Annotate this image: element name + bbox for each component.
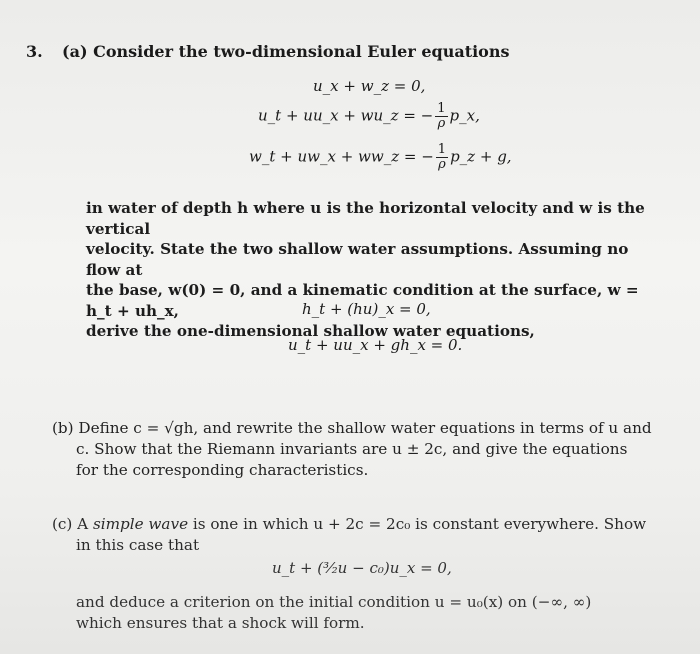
fraction-one-over-rho-2: [436, 143, 448, 172]
para-line-1: in water of depth h where u is the horizontal velocity and w is the vertical: [86, 199, 645, 238]
part-b-line-3: for the corresponding characteristics.: [76, 461, 369, 479]
fraction-numerator-2: 1: [437, 142, 447, 157]
part-b-line-2: c. Show that the Riemann invariants are u ± 2c, and give the equations: [76, 440, 628, 458]
euler-equation-2-lhs: u_t + uu_x + wu_z = −: [258, 106, 434, 125]
part-c-line-1-post: is one in which u + 2c = 2c₀ is constant everywhere. Show: [188, 515, 647, 533]
para-line-2: velocity. State the two shallow water assumptions. Assuming no flow at: [86, 240, 629, 279]
part-c-line-4: which ensures that a shock will form.: [76, 614, 365, 632]
euler-equation-2-rhs: p_x,: [449, 106, 480, 125]
part-c-line-1-pre: (c) A: [52, 515, 93, 533]
part-b-line-1: (b) Define c = √gh, and rewrite the shallow water equations in terms of u and: [52, 419, 652, 437]
para-line-4-bold: one-dimensional: [176, 322, 319, 340]
part-c: [52, 514, 652, 556]
question-number: 3.: [26, 42, 43, 61]
part-c-line-2: in this case that: [76, 536, 200, 554]
simple-wave-equation: u_t + (³⁄₂u − c₀)u_x = 0,: [272, 559, 452, 577]
euler-equation-2: [258, 102, 480, 131]
part-a-title: (a) Consider the two-dimensional Euler equations: [62, 42, 510, 61]
fraction-denominator-2: ρ: [438, 157, 446, 172]
para-line-4-pre: derive the: [86, 322, 177, 340]
shallow-water-equation-2: u_t + uu_x + gh_x = 0.: [288, 336, 463, 354]
fraction-denominator: ρ: [437, 116, 446, 131]
euler-equation-3: [249, 143, 512, 172]
euler-equation-3-rhs: p_z + g,: [450, 147, 512, 166]
part-c-conclusion: [76, 592, 666, 634]
shallow-water-equation-1: h_t + (hu)_x = 0,: [302, 300, 431, 318]
fraction-one-over-rho: [435, 102, 447, 131]
euler-equation-1: u_x + w_z = 0,: [313, 77, 426, 95]
para-line-3: the base, w(0) = 0, and a kinematic condition at the surface, w = h_t + uh_x,: [86, 281, 639, 320]
part-a-paragraph: [86, 198, 646, 342]
part-c-line-3: and deduce a criterion on the initial condition u = u₀(x) on (−∞, ∞): [76, 593, 592, 611]
euler-equation-3-lhs: w_t + uw_x + ww_z = −: [249, 147, 434, 166]
fraction-numerator: 1: [437, 101, 446, 116]
part-c-line-1-italic: simple wave: [92, 515, 189, 533]
part-b: [52, 418, 652, 481]
para-line-4-post: shallow water equations,: [318, 322, 535, 340]
